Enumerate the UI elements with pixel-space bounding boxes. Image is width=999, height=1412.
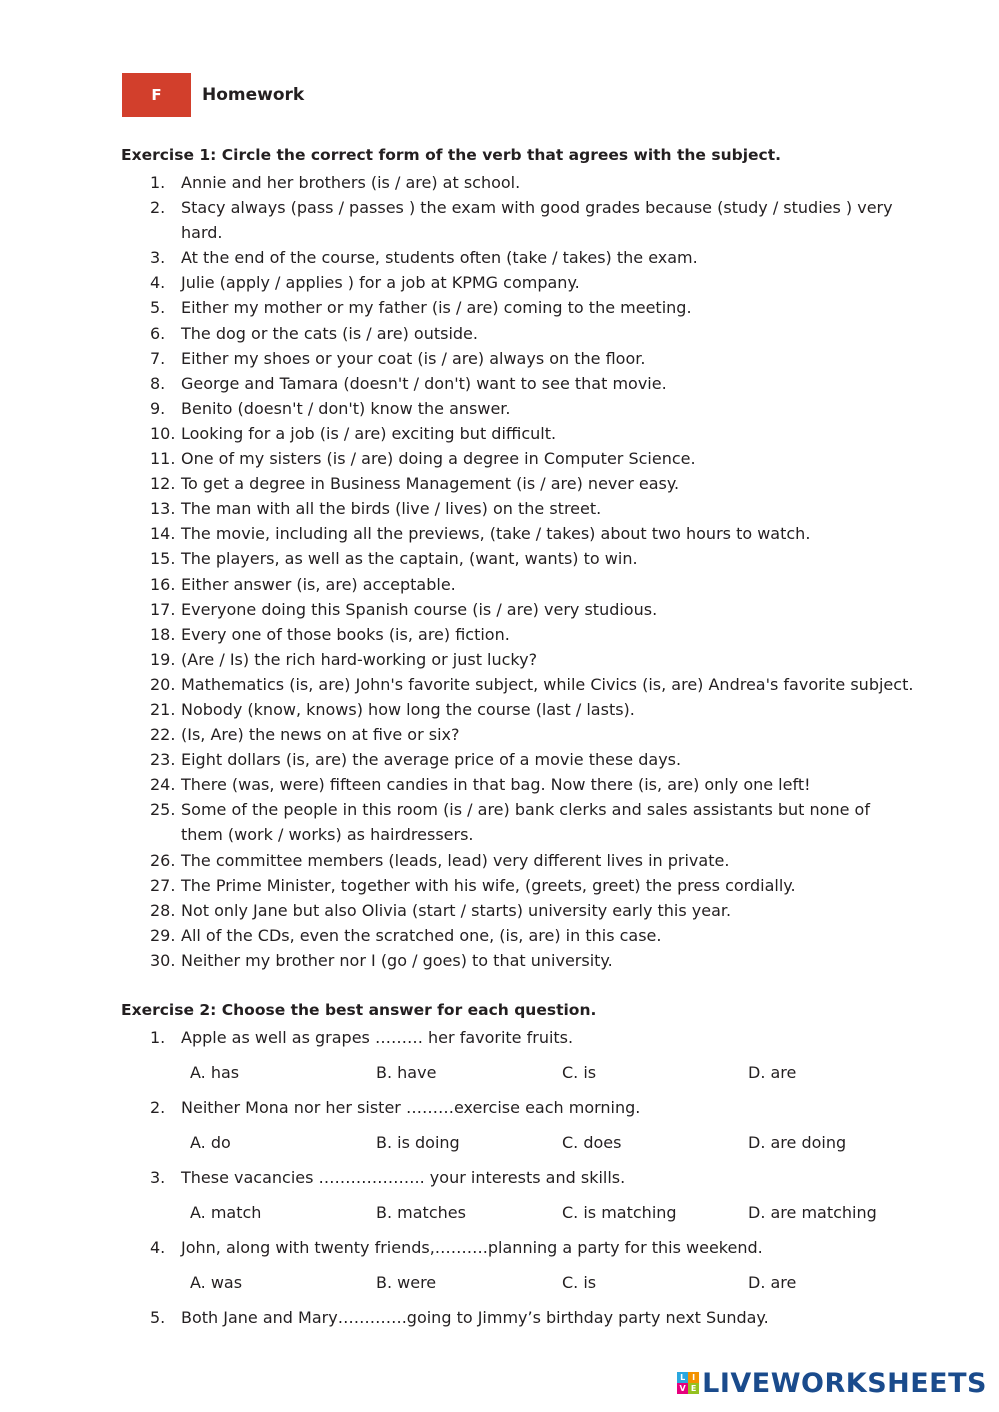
answer-option[interactable]: B. matches [376, 1203, 466, 1222]
item-text: Nobody (know, knows) how long the course (last / lasts). [181, 699, 635, 719]
exercise-2-question [121, 1235, 941, 1260]
answer-option[interactable]: B. were [376, 1273, 437, 1292]
item-number: 25. [150, 800, 176, 820]
exercise-1-item [121, 923, 941, 948]
item-text: Everyone doing this Spanish course (is / are) very studious. [181, 599, 658, 619]
item-number: 2. [150, 198, 166, 218]
item-text: Julie (apply / applies ) for a job at KPMG company. [181, 273, 580, 293]
exercise-1-item [121, 898, 941, 923]
exercise-1-item [121, 597, 941, 622]
logo-icon: L I V E [677, 1372, 699, 1394]
exercise-1-item [121, 772, 941, 797]
answer-options [121, 1270, 941, 1295]
exercise-2-title: Exercise 2: Choose the best answer for each question. [121, 1001, 597, 1019]
answer-options [121, 1200, 941, 1225]
item-number: 29. [150, 925, 176, 945]
answer-option[interactable]: A. do [190, 1133, 231, 1152]
item-number: 11. [150, 449, 176, 469]
item-number: 19. [150, 649, 176, 669]
exercise-1-item [121, 321, 941, 346]
item-number: 28. [150, 900, 176, 920]
exercise-2-question [121, 1095, 941, 1120]
item-number: 10. [150, 423, 176, 443]
item-number: 7. [150, 348, 166, 368]
exercise-1-item [121, 747, 941, 772]
exercise-1-item [121, 948, 941, 973]
answer-option[interactable]: C. is [562, 1063, 597, 1082]
exercise-1-item [121, 396, 941, 421]
answer-option[interactable]: D. are [748, 1063, 797, 1082]
item-text: Eight dollars (is, are) the average price of a movie these days. [181, 750, 682, 770]
exercise-1-item [121, 496, 941, 521]
exercise-1-item [121, 421, 941, 446]
item-text: One of my sisters (is / are) doing a degree in Computer Science. [181, 449, 696, 469]
question-number: 4. [150, 1238, 166, 1257]
item-text: The man with all the birds (live / lives) on the street. [181, 499, 602, 519]
answer-option[interactable]: A. has [190, 1063, 240, 1082]
item-text: The Prime Minister, together with his wife, (greets, greet) the press cordially. [181, 875, 796, 895]
exercise-1-title: Exercise 1: Circle the correct form of the verb that agrees with the subject. [121, 146, 782, 164]
item-number: 15. [150, 549, 176, 569]
exercise-1-item [121, 647, 941, 672]
exercise-1-item [121, 245, 941, 270]
item-text: (Is, Are) the news on at five or six? [181, 725, 460, 745]
item-text: Every one of those books (is, are) fiction. [181, 624, 510, 644]
question-text: John, along with twenty friends,……….planning a party for this weekend. [181, 1238, 763, 1257]
item-text: Either my shoes or your coat (is / are) always on the floor. [181, 348, 646, 368]
exercise-1-item [121, 170, 941, 195]
exercise-1-item [121, 346, 941, 371]
exercise-1-item [121, 546, 941, 571]
exercise-1-item [121, 572, 941, 597]
exercise-1-item [121, 722, 941, 747]
item-number: 13. [150, 499, 176, 519]
item-text: The players, as well as the captain, (want, wants) to win. [181, 549, 638, 569]
answer-option[interactable]: A. match [190, 1203, 262, 1222]
answer-option[interactable]: D. are [748, 1273, 797, 1292]
item-number: 12. [150, 474, 176, 494]
exercise-2-question [121, 1025, 941, 1050]
exercise-1-item [121, 446, 941, 471]
item-number: 3. [150, 248, 166, 268]
question-text: Neither Mona nor her sister ………exercise each morning. [181, 1098, 641, 1117]
exercise-1-item [121, 270, 941, 295]
answer-option[interactable]: B. is doing [376, 1133, 460, 1152]
item-number: 23. [150, 750, 176, 770]
item-number: 8. [150, 373, 166, 393]
item-number: 16. [150, 574, 176, 594]
exercise-2-question [121, 1165, 941, 1190]
item-number: 18. [150, 624, 176, 644]
item-text: To get a degree in Business Management (is / are) never easy. [181, 474, 680, 494]
section-title: Homework [202, 85, 305, 105]
item-text: Either answer (is, are) acceptable. [181, 574, 456, 594]
item-number: 1. [150, 173, 166, 192]
item-text: The movie, including all the previews, (take / takes) about two hours to watch. [181, 524, 811, 544]
item-text: Stacy always (pass / passes ) the exam with good grades because (study / studies ) very hard. [181, 198, 893, 243]
item-text: Annie and her brothers (is / are) at school. [181, 173, 521, 192]
item-number: 30. [150, 950, 176, 970]
answer-options [121, 1130, 941, 1155]
exercise-2-list [121, 1025, 941, 1330]
exercise-1-item [121, 797, 941, 847]
item-text: The dog or the cats (is / are) outside. [181, 323, 478, 343]
item-number: 17. [150, 599, 176, 619]
question-number: 5. [150, 1308, 166, 1327]
item-number: 24. [150, 775, 176, 795]
item-number: 22. [150, 725, 176, 745]
item-text: Mathematics (is, are) John's favorite subject, while Civics (is, are) Andrea's favorite subject. [181, 674, 914, 694]
exercise-1-item [121, 471, 941, 496]
exercise-1-item [121, 848, 941, 873]
exercise-2-question [121, 1305, 941, 1330]
item-number: 6. [150, 323, 166, 343]
item-text: Benito (doesn't / don't) know the answer. [181, 398, 511, 418]
section-header [122, 73, 304, 117]
item-text: At the end of the course, students often (take / takes) the exam. [181, 248, 698, 268]
exercise-1-item [121, 371, 941, 396]
answer-option[interactable]: A. was [190, 1273, 243, 1292]
question-number: 3. [150, 1168, 166, 1187]
item-text: Neither my brother nor I (go / goes) to that university. [181, 950, 613, 970]
item-text: Either my mother or my father (is / are) coming to the meeting. [181, 298, 692, 318]
exercise-1-item [121, 195, 941, 245]
question-number: 1. [150, 1028, 166, 1047]
answer-option[interactable]: D. are matching [748, 1203, 877, 1222]
item-number: 26. [150, 850, 176, 870]
exercise-1-item [121, 873, 941, 898]
answer-options [121, 1060, 941, 1085]
question-text: These vacancies ……………….. your interests and skills. [181, 1168, 626, 1187]
exercise-1-item [121, 697, 941, 722]
answer-option[interactable]: C. is [562, 1273, 597, 1292]
item-text: George and Tamara (doesn't / don't) want to see that movie. [181, 373, 667, 393]
item-text: Some of the people in this room (is / are) bank clerks and sales assistants but none of them (work / works) as hairdressers. [181, 800, 870, 845]
answer-option[interactable]: C. is matching [562, 1203, 677, 1222]
item-number: 9. [150, 398, 166, 418]
exercise-1-item [121, 521, 941, 546]
item-number: 20. [150, 674, 176, 694]
liveworksheets-logo [677, 1368, 987, 1398]
section-badge: F [122, 73, 191, 117]
question-number: 2. [150, 1098, 166, 1117]
exercise-1-item [121, 672, 941, 697]
item-number: 21. [150, 699, 176, 719]
item-text: Not only Jane but also Olivia (start / starts) university early this year. [181, 900, 732, 920]
question-text: Apple as well as grapes ……… her favorite fruits. [181, 1028, 574, 1047]
item-text: (Are / Is) the rich hard-working or just lucky? [181, 649, 538, 669]
logo-text: LIVEWORKSHEETS [702, 1367, 987, 1399]
answer-option[interactable]: B. have [376, 1063, 437, 1082]
item-text: The committee members (leads, lead) very different lives in private. [181, 850, 730, 870]
item-text: Looking for a job (is / are) exciting but difficult. [181, 423, 557, 443]
item-number: 4. [150, 273, 166, 293]
exercise-1-item [121, 295, 941, 320]
answer-option[interactable]: D. are doing [748, 1133, 847, 1152]
item-number: 27. [150, 875, 176, 895]
item-number: 14. [150, 524, 176, 544]
item-text: All of the CDs, even the scratched one, (is, are) in this case. [181, 925, 662, 945]
exercise-1-list [121, 170, 941, 973]
exercise-1-item [121, 622, 941, 647]
item-number: 5. [150, 298, 166, 318]
item-text: There (was, were) fifteen candies in that bag. Now there (is, are) only one left! [181, 775, 811, 795]
question-text: Both Jane and Mary………….going to Jimmy’s birthday party next Sunday. [181, 1308, 769, 1327]
answer-option[interactable]: C. does [562, 1133, 622, 1152]
